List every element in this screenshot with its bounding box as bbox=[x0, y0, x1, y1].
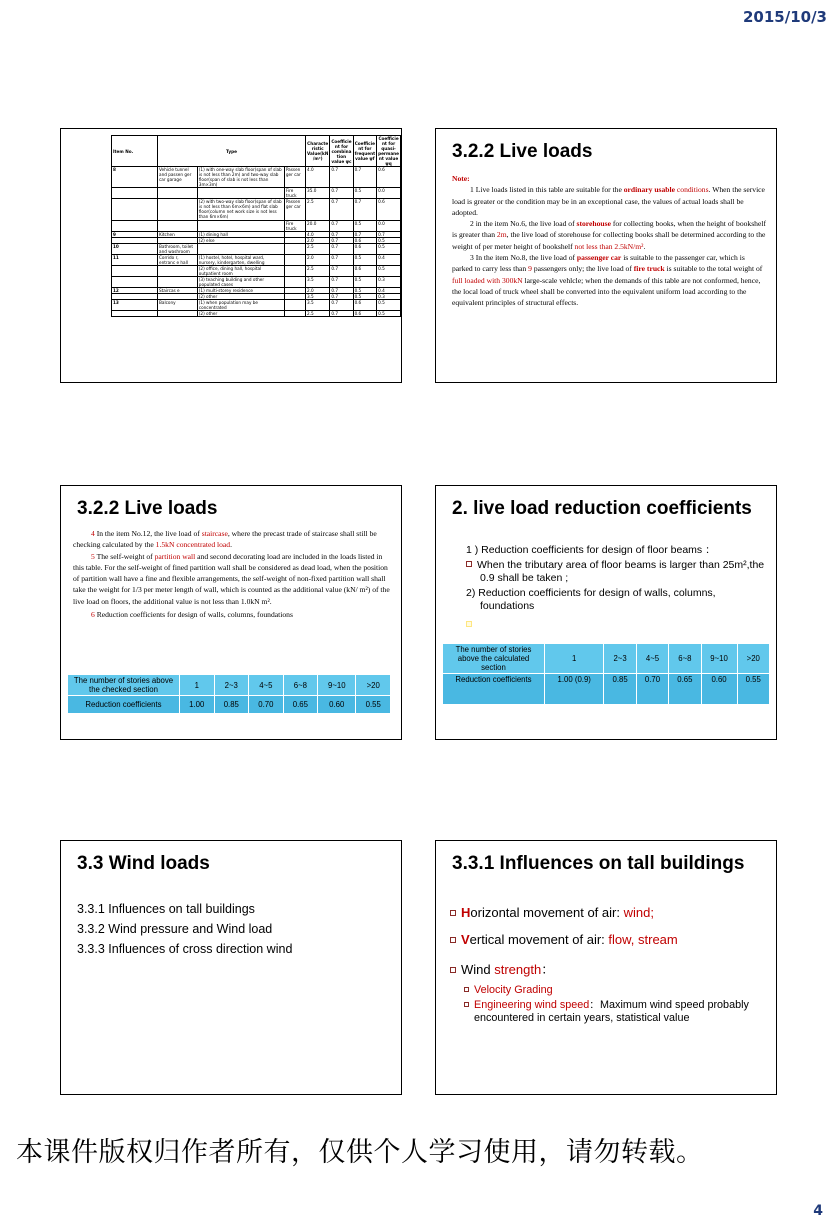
table-cell: 2.0 bbox=[306, 287, 330, 293]
table-cell: (2) other bbox=[197, 311, 284, 317]
table-row-coefficients bbox=[68, 696, 390, 713]
table-cell: 2.5 bbox=[306, 199, 330, 220]
table-cell: 1 bbox=[180, 675, 214, 695]
table-row bbox=[112, 243, 401, 254]
table-cell: Passen ger car bbox=[284, 199, 305, 220]
copyright-footer: 本课件版权归作者所有，仅供个人学习使用，请勿转载。 bbox=[16, 1137, 704, 1168]
table-cell: 0.5 bbox=[353, 293, 377, 299]
table-cell: (3) teaching building and other populated cases bbox=[197, 276, 284, 287]
note-2: 2 in the item No.6, the live load of storehouse for collecting books, when the height of bookshelf is greater than 2m, the live load of storehouse for collecting books shall be determined according to the weight of per meter height of bookshelf not less than 2.5kN/m². bbox=[452, 219, 766, 251]
table-cell: 2.0 bbox=[306, 254, 330, 265]
table-row bbox=[112, 199, 401, 220]
table-cell: Staircas e bbox=[158, 287, 198, 293]
table-cell: 0.5 bbox=[353, 254, 377, 265]
slide-reduction-coefficients[interactable] bbox=[435, 485, 777, 740]
table-cell bbox=[197, 243, 284, 254]
table-cell: 4~5 bbox=[249, 675, 283, 695]
table-cell: (2) other bbox=[197, 293, 284, 299]
slide-title: 3.3 Wind loads bbox=[77, 853, 210, 874]
table-cell: The number of stories above the calculated section bbox=[443, 644, 544, 673]
sub-list bbox=[450, 984, 768, 1025]
table-cell bbox=[197, 188, 284, 199]
list-item: 1 ) Reduction coefficients for design of floor beams ： bbox=[466, 544, 716, 556]
table-cell: 0.7 bbox=[377, 231, 401, 237]
square-bullet-icon bbox=[466, 621, 472, 627]
table-cell: 0.60 bbox=[702, 674, 737, 704]
table-cell: 4.0 bbox=[306, 231, 330, 237]
table-cell bbox=[158, 265, 198, 276]
table-cell: >20 bbox=[356, 675, 390, 695]
table-cell: 3.5 bbox=[306, 276, 330, 287]
table-cell bbox=[284, 243, 305, 254]
table-cell: 2.0 bbox=[306, 237, 330, 243]
table-cell: 8 bbox=[112, 167, 158, 188]
list-item: 2) Reduction coefficients for design of walls, columns, foundations bbox=[466, 587, 716, 612]
square-bullet-icon bbox=[464, 1002, 469, 1007]
slide-wind-loads[interactable] bbox=[60, 840, 402, 1095]
table-row-stories bbox=[68, 675, 390, 695]
table-header-row bbox=[112, 136, 401, 167]
table-cell bbox=[112, 188, 158, 199]
table-cell: (1) multi-storey residence bbox=[197, 287, 284, 293]
table-cell: 0.5 bbox=[377, 265, 401, 276]
slide-title: 2. live load reduction coefficients bbox=[452, 498, 752, 519]
table-cell: 0.6 bbox=[377, 199, 401, 220]
table-cell: Fire truck bbox=[284, 220, 305, 231]
table-cell: 9~10 bbox=[318, 675, 355, 695]
list-item: Velocity Grading bbox=[464, 984, 768, 997]
table-cell: 0.5 bbox=[377, 299, 401, 310]
table-cell: 0.85 bbox=[215, 696, 249, 713]
table-row bbox=[112, 276, 401, 287]
table-cell: 2.5 bbox=[306, 311, 330, 317]
live-load-table bbox=[111, 135, 401, 317]
square-bullet-icon bbox=[464, 987, 469, 992]
list-item: When the tributary area of floor beams is larger than 25m²,the 0.9 shall be taken ; bbox=[452, 559, 772, 585]
table-cell: 3.5 bbox=[306, 293, 330, 299]
table-cell: 0.7 bbox=[330, 265, 353, 276]
table-cell bbox=[158, 199, 198, 220]
table-cell: Kitchen bbox=[158, 231, 198, 237]
table-cell: Bathroom, toilet and washroom bbox=[158, 243, 198, 254]
list-item: Wind strength： bbox=[450, 959, 768, 978]
table-cell: 12 bbox=[112, 287, 158, 293]
table-cell: 0.65 bbox=[284, 696, 318, 713]
table-row bbox=[112, 265, 401, 276]
header-frequent-coef: Coefficie nt for frequent value ψf bbox=[353, 136, 377, 167]
page-number: 4 bbox=[813, 1203, 823, 1219]
table-cell: 0.7 bbox=[330, 199, 353, 220]
reduction-table bbox=[442, 643, 770, 705]
table-cell bbox=[284, 276, 305, 287]
table-cell: 2.5 bbox=[306, 265, 330, 276]
table-cell bbox=[284, 254, 305, 265]
table-cell: Fire truck bbox=[284, 188, 305, 199]
table-cell bbox=[158, 311, 198, 317]
table-cell bbox=[197, 220, 284, 231]
table-cell: 0.7 bbox=[330, 231, 353, 237]
header-combination-coef: Coefficie nt for combina tion value ψc bbox=[330, 136, 353, 167]
list-item: Vertical movement of air: flow, stream bbox=[450, 932, 768, 947]
table-cell: Vehicle tunnel and passen ger car garage bbox=[158, 167, 198, 188]
table-cell: 0.7 bbox=[330, 293, 353, 299]
table-cell bbox=[284, 311, 305, 317]
table-cell bbox=[158, 220, 198, 231]
content-list bbox=[452, 544, 772, 632]
table-cell bbox=[112, 265, 158, 276]
table-cell: 0.3 bbox=[377, 293, 401, 299]
table-cell: 0.5 bbox=[353, 276, 377, 287]
table-cell: (1) with one-way slab floor(span of slab is not less than 2m) and two-way slab floor(span of slab is not less than 3m×3m) bbox=[197, 167, 284, 188]
table-cell: 0.4 bbox=[377, 254, 401, 265]
table-cell: 0.65 bbox=[669, 674, 700, 704]
table-cell: (1) hostel, hotel, hospital ward, nursery, kindergarten, dwelling bbox=[197, 254, 284, 265]
table-cell: 4.0 bbox=[306, 167, 330, 188]
table-cell: 2~3 bbox=[604, 644, 635, 673]
table-cell: 0.5 bbox=[377, 311, 401, 317]
table-cell: (1) when population may be concentrated bbox=[197, 299, 284, 310]
square-bullet-icon bbox=[450, 967, 456, 973]
table-cell: 1 bbox=[545, 644, 603, 673]
table-cell: 0.70 bbox=[637, 674, 668, 704]
table-cell bbox=[284, 265, 305, 276]
slide-title: 3.2.2 Live loads bbox=[77, 498, 218, 519]
table-cell: 0.5 bbox=[353, 188, 377, 199]
table-cell: 0.7 bbox=[353, 231, 377, 237]
table-cell: (2) with two-way slab floor(span of slab is not less than 6m×6m) and flat slab floor(column net work size is not less than 6m×6m) bbox=[197, 199, 284, 220]
slide-title: 3.2.2 Live loads bbox=[452, 141, 593, 162]
table-cell: 0.7 bbox=[330, 287, 353, 293]
square-bullet-icon bbox=[450, 910, 456, 916]
slide-live-loads-continued[interactable] bbox=[60, 485, 402, 740]
table-cell: 0.7 bbox=[330, 311, 353, 317]
table-cell: 4~5 bbox=[637, 644, 668, 673]
table-cell: 0.7 bbox=[353, 199, 377, 220]
square-bullet-icon bbox=[450, 937, 456, 943]
table-cell: >20 bbox=[738, 644, 769, 673]
header-item-no: Item No. bbox=[112, 136, 158, 167]
header-quasi-permanent-coef: Coefficie nt for quasi- permane nt value ψq bbox=[378, 136, 400, 167]
table-cell: Reduction coefficients bbox=[68, 696, 179, 713]
note-5: 5 The self-weight of partition wall and second decorating load are included in the loads listed in this table. For the self-weight of fined partition wall shall be considered as dead load, when the position of partition wall have a fine and flexible arrangements, the self-weight of non-fixed partition wall shall take the weight for 1/3 per meter length of wall, which is counted as the additional value (kN/ m²) of the live load on floors, the additional value is not less than 1.0kN m². bbox=[73, 551, 390, 606]
table-cell: 0.4 bbox=[377, 287, 401, 293]
table-cell: 0.85 bbox=[604, 674, 635, 704]
notes-text bbox=[73, 528, 393, 620]
table-cell: 0.60 bbox=[318, 696, 355, 713]
table-cell bbox=[158, 276, 198, 287]
header-date: 2015/10/3 bbox=[742, 8, 827, 26]
table-cell: Reduction coefficients bbox=[443, 674, 544, 704]
note-4: 4 In the item No.12, the live load of staircase, where the precast trade of staircase shall still be checking calculated by the 1.5kN concentrated load. bbox=[73, 529, 377, 550]
table-cell: 0.7 bbox=[353, 167, 377, 188]
table-cell: 0.6 bbox=[353, 243, 377, 254]
table-row bbox=[112, 167, 401, 188]
table-cell: 0.70 bbox=[249, 696, 283, 713]
reduction-table bbox=[67, 674, 391, 714]
table-cell: 0.7 bbox=[330, 220, 353, 231]
list-item: 3.3.2 Wind pressure and Wind load bbox=[77, 922, 273, 936]
list-item: 3.3.1 Influences on tall buildings bbox=[77, 902, 255, 916]
table-cell: 0.7 bbox=[330, 276, 353, 287]
table-cell: 0.6 bbox=[353, 311, 377, 317]
note-6: 6 Reduction coefficients for design of walls, columns, foundations bbox=[91, 610, 293, 620]
list-item: Horizontal movement of air: wind; bbox=[450, 905, 768, 920]
table-cell: 0.55 bbox=[356, 696, 390, 713]
slide-live-loads-notes[interactable] bbox=[435, 128, 777, 383]
table-cell: 9~10 bbox=[702, 644, 737, 673]
list-item-empty bbox=[452, 619, 772, 632]
table-cell: 0.6 bbox=[377, 167, 401, 188]
table-cell: 2.5 bbox=[306, 243, 330, 254]
table-row bbox=[112, 188, 401, 199]
table-cell: 1.00 bbox=[180, 696, 214, 713]
note-label: Note: bbox=[452, 174, 470, 183]
table-cell bbox=[112, 199, 158, 220]
table-cell: 11 bbox=[112, 254, 158, 265]
list-item: 3.3.3 Influences of cross direction wind bbox=[77, 942, 293, 956]
table-cell: 0.6 bbox=[353, 265, 377, 276]
table-cell bbox=[112, 220, 158, 231]
table-row bbox=[112, 299, 401, 310]
table-cell: 35.0 bbox=[306, 188, 330, 199]
table-cell: 0.0 bbox=[377, 188, 401, 199]
table-row bbox=[112, 311, 401, 317]
table-cell: 0.55 bbox=[738, 674, 769, 704]
table-cell: 0.6 bbox=[353, 299, 377, 310]
table-cell: 0.7 bbox=[330, 299, 353, 310]
square-bullet-icon bbox=[466, 561, 472, 567]
table-cell bbox=[284, 299, 305, 310]
header-characteristic-value: Characte ristic Value(kN /m²) bbox=[306, 136, 330, 167]
table-cell bbox=[112, 276, 158, 287]
table-cell bbox=[112, 311, 158, 317]
table-cell: 0.7 bbox=[330, 243, 353, 254]
header-type: Type bbox=[158, 136, 306, 167]
table-cell: 0.5 bbox=[353, 220, 377, 231]
table-cell: 0.6 bbox=[353, 237, 377, 243]
table-cell: 0.7 bbox=[330, 237, 353, 243]
table-cell: 2~3 bbox=[215, 675, 249, 695]
table-row bbox=[112, 220, 401, 231]
note-1: 1 Live loads listed in this table are suitable for the ordinary usable conditions. When the service load is greater or the condition may be in an exceptional case, the values of actual loads shall be adopted. bbox=[452, 185, 765, 217]
table-cell bbox=[158, 188, 198, 199]
notes-text bbox=[452, 173, 767, 309]
table-cell: Passen ger car bbox=[284, 167, 305, 188]
table-row-stories bbox=[443, 644, 769, 673]
table-cell: 20.0 bbox=[306, 220, 330, 231]
list-item: Engineering wind speed：Maximum wind speed probably encountered in certain years, statistical value bbox=[464, 999, 768, 1025]
table-cell: (2) else bbox=[197, 237, 284, 243]
table-cell: 0.3 bbox=[377, 276, 401, 287]
slide-live-load-table[interactable] bbox=[60, 128, 402, 383]
table-cell: Balcony bbox=[158, 299, 198, 310]
table-cell: 0.7 bbox=[330, 254, 353, 265]
table-cell: (1) dining hall bbox=[197, 231, 284, 237]
table-row-coefficients bbox=[443, 674, 769, 704]
slide-influences-tall-buildings[interactable] bbox=[435, 840, 777, 1095]
table-cell: 3.5 bbox=[306, 299, 330, 310]
slide-title: 3.3.1 Influences on tall buildings bbox=[452, 853, 745, 874]
table-cell: 9 bbox=[112, 231, 158, 237]
note-3: 3 In the item No.8, the live load of passenger car is suitable to the passenger car, which is parked to carry less than 9 passengers only; the live load of fire truck is suitable to the total weight of full loaded with 300kN large-scale vehlcle; when the demands of this table are not conformed, hence, the local load of truck wheel shall be converted into the equivalent uniform load according to the equivalent principles of structural effects. bbox=[452, 253, 763, 308]
table-cell: 0.5 bbox=[377, 237, 401, 243]
table-cell: 0.5 bbox=[377, 243, 401, 254]
bullet-list bbox=[450, 905, 768, 1025]
table-cell: 10 bbox=[112, 243, 158, 254]
contents-list bbox=[77, 899, 292, 959]
table-cell: 6~8 bbox=[669, 644, 700, 673]
table-cell: 6~8 bbox=[284, 675, 318, 695]
table-row bbox=[112, 254, 401, 265]
table-cell: The number of stories above the checked section bbox=[68, 675, 179, 695]
table-cell: Corrido r, entranc e hall bbox=[158, 254, 198, 265]
live-load-table-body bbox=[112, 167, 401, 317]
table-cell: 0.5 bbox=[353, 287, 377, 293]
table-cell: 0.7 bbox=[330, 188, 353, 199]
table-cell: 13 bbox=[112, 299, 158, 310]
table-cell: 0.7 bbox=[330, 167, 353, 188]
table-cell: 1.00 (0.9) bbox=[545, 674, 603, 704]
table-cell: (2) office, dining hall, hospital outpatient room bbox=[197, 265, 284, 276]
table-cell: 0.0 bbox=[377, 220, 401, 231]
